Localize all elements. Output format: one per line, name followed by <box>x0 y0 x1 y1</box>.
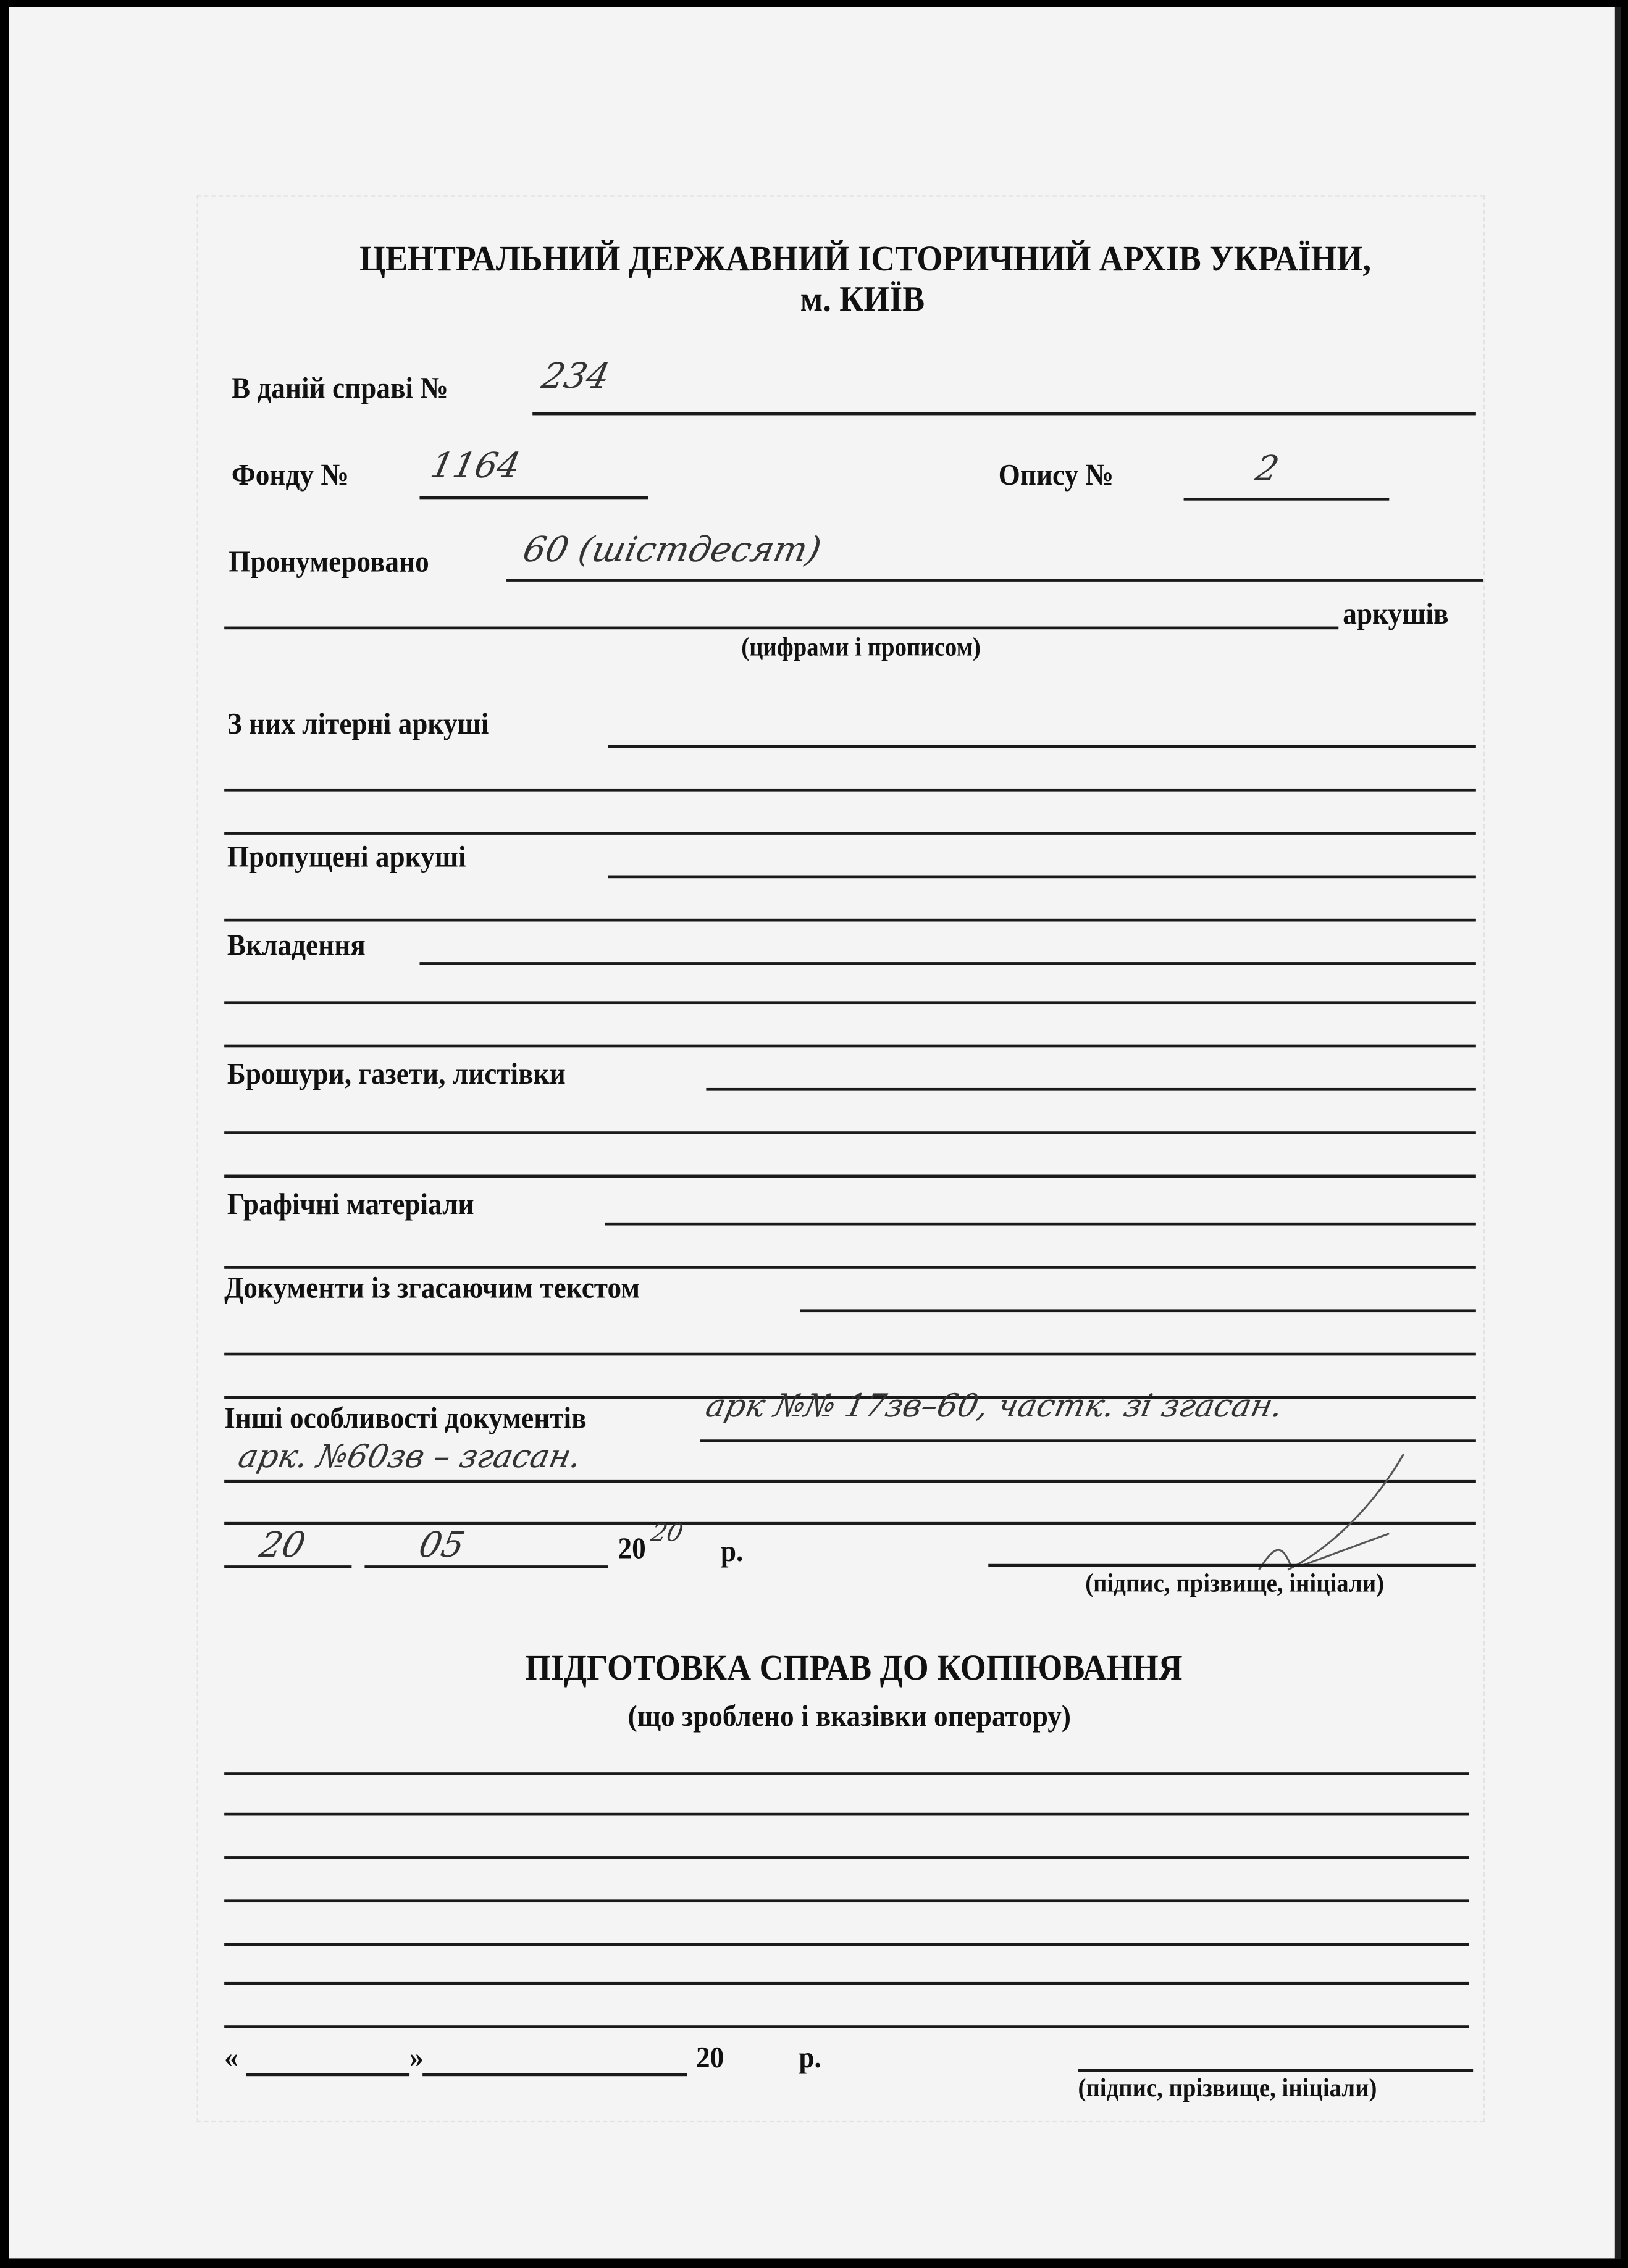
form-line <box>224 1899 1469 1902</box>
case-value[interactable]: 234 <box>538 356 613 396</box>
numbered-hint: (цифрами і прописом) <box>741 632 981 661</box>
year-suffix: р. <box>720 1533 744 1568</box>
copy-section-title: ПІДГОТОВКА СПРАВ ДО КОПІЮВАННЯ <box>525 1649 1183 1689</box>
form-line <box>224 2025 1469 2028</box>
other-value-2[interactable]: арк. №60зв – згасан. <box>235 1439 584 1476</box>
quote-close: » <box>409 2040 424 2075</box>
form-line <box>608 876 1476 879</box>
form-line <box>224 919 1476 922</box>
date-year[interactable]: 20 <box>648 1519 686 1549</box>
form-line <box>224 1943 1469 1946</box>
brochures-label: Брошури, газети, листівки <box>227 1056 566 1091</box>
date-month-line <box>364 1565 608 1568</box>
form-line <box>506 579 1483 582</box>
form-line <box>224 1772 1469 1775</box>
sheets-word: аркушів <box>1343 596 1449 631</box>
bleed-through-frame <box>197 195 1485 2122</box>
form-line <box>224 1266 1476 1269</box>
form-line <box>224 1001 1476 1004</box>
copy-day-field[interactable] <box>246 2073 409 2077</box>
fond-line <box>419 496 648 500</box>
case-line <box>532 412 1476 416</box>
date-day[interactable]: 20 <box>256 1525 309 1566</box>
signature-line <box>988 1564 1476 1567</box>
archive-title: ЦЕНТРАЛЬНИЙ ДЕРЖАВНИЙ ІСТОРИЧНИЙ АРХІВ УКРАЇНИ, <box>359 240 1372 280</box>
copy-signature-field[interactable] <box>1078 2069 1474 2072</box>
case-label: В даній справі № <box>231 370 448 406</box>
form-line <box>700 1439 1476 1442</box>
other-value-1[interactable]: арк №№ 17зв–60, частк. зі згасан. <box>702 1389 1286 1425</box>
copy-month-field[interactable] <box>422 2073 687 2077</box>
date-month[interactable]: 05 <box>415 1525 469 1566</box>
form-line <box>224 789 1476 792</box>
opys-value[interactable]: 2 <box>1251 448 1283 489</box>
copy-year-suffix: р. <box>799 2040 821 2075</box>
opys-label: Опису № <box>998 457 1114 492</box>
fond-label: Фонду № <box>231 457 349 492</box>
attachments-label: Вкладення <box>227 927 366 963</box>
copy-signature-hint: (підпис, прізвище, ініціали) <box>1078 2073 1377 2103</box>
form-line <box>224 1856 1469 1859</box>
form-line <box>419 962 1475 965</box>
date-century: 20 <box>618 1530 646 1566</box>
opys-line <box>1184 498 1390 501</box>
other-label: Інші особливості документів <box>224 1400 587 1436</box>
fond-value[interactable]: 1164 <box>427 445 524 487</box>
skipped-label: Пропущені аркуші <box>227 839 466 874</box>
letter-sheets-label: З них літерні аркуші <box>227 706 489 741</box>
signature-hint: (підпис, прізвище, ініціали) <box>1085 1568 1385 1597</box>
form-line <box>224 1982 1469 1985</box>
date-day-line <box>224 1565 351 1568</box>
signature <box>1201 1447 1418 1577</box>
form-line <box>605 1223 1475 1226</box>
form-line <box>800 1309 1476 1312</box>
form-line <box>224 832 1476 835</box>
form-line <box>224 1045 1476 1048</box>
archive-city: м. КИЇВ <box>800 280 925 320</box>
form-line <box>224 627 1338 630</box>
form-line <box>224 1353 1476 1356</box>
quote-open: « <box>224 2040 238 2075</box>
form-line <box>706 1088 1475 1091</box>
copy-century: 20 <box>695 2040 724 2075</box>
fading-label: Документи із згасаючим текстом <box>224 1270 640 1305</box>
numbered-value[interactable]: 60 (шістдесят) <box>519 529 825 571</box>
form-line <box>224 1813 1469 1816</box>
form-line <box>224 1131 1476 1134</box>
form-line <box>608 745 1476 748</box>
numbered-label: Пронумеровано <box>229 543 429 579</box>
graphics-label: Графічні матеріали <box>227 1186 474 1221</box>
form-line <box>224 1175 1476 1178</box>
copy-section-subtitle: (що зроблено і вказівки оператору) <box>627 1698 1072 1733</box>
